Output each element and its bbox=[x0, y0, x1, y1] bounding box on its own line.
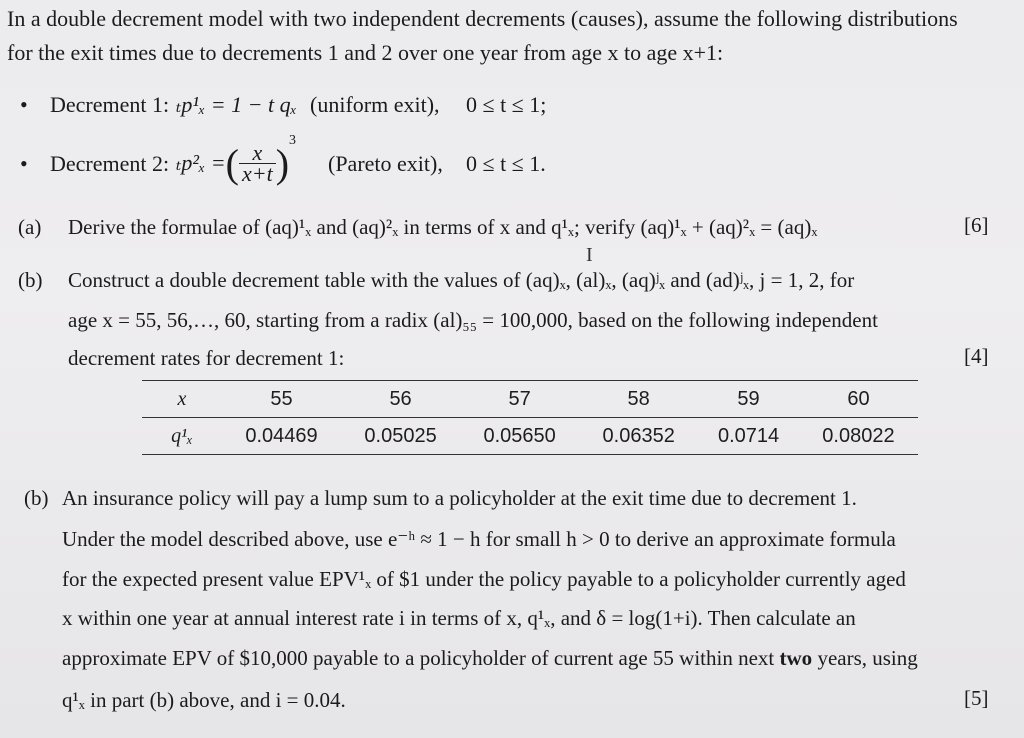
decrement-2-lhs: ₜp²ₓ = bbox=[176, 150, 226, 175]
intro-line-2: for the exit times due to decrements 1 and 2 over one year from age x to age x+1: bbox=[7, 40, 724, 65]
part-b2-marks: [5] bbox=[964, 686, 989, 710]
table-head-x: x bbox=[142, 381, 222, 418]
bullet-1: • bbox=[20, 92, 28, 117]
decrement-rate-table bbox=[142, 380, 918, 455]
part-b2-line-5-post: years, using bbox=[817, 646, 918, 670]
table-rate-cell: 0.05650 bbox=[460, 418, 579, 455]
decrement-1-formula: ₜp¹ₓ = 1 − t qₓ bbox=[176, 92, 297, 117]
table-age-cell: 59 bbox=[698, 381, 799, 418]
table-head-q: q¹ₓ bbox=[142, 418, 222, 455]
table-age-cell: 57 bbox=[460, 381, 579, 418]
decrement-1-note: (uniform exit), bbox=[310, 92, 440, 117]
intro-line-1: In a double decrement model with two independent decrements (causes), assume the following distributions bbox=[7, 6, 958, 31]
decrement-1-label: Decrement 1: bbox=[50, 92, 170, 117]
table-row-rates bbox=[142, 418, 918, 455]
table-rate-cell: 0.04469 bbox=[222, 418, 341, 455]
table-age-cell: 60 bbox=[799, 381, 918, 418]
text-cursor-icon: I bbox=[586, 244, 593, 266]
table-age-cell: 58 bbox=[579, 381, 698, 418]
part-a-text: Derive the formulae of (aq)¹ₓ and (aq)²ₓ in terms of x and q¹ₓ; verify (aq)¹ₓ + (aq)²ₓ = (aq)ₓ bbox=[68, 215, 818, 239]
part-a-label: (a) bbox=[18, 215, 42, 239]
fraction-denominator: x+t bbox=[241, 160, 273, 186]
part-b1-line-3: decrement rates for decrement 1: bbox=[68, 346, 345, 370]
table-age-cell: 56 bbox=[341, 381, 460, 418]
part-b2-line-2: Under the model described above, use e⁻ʰ ≈ 1 − h for small h > 0 to derive an approximate formula bbox=[62, 527, 896, 551]
part-b1-line-1: Construct a double decrement table with the values of (aq)ₓ, (al)ₓ, (aq)ʲₓ and (ad)ʲₓ, j = 1, 2, for bbox=[68, 268, 855, 292]
part-b2-line-4: x within one year at annual interest rate i in terms of x, q¹ₓ, and δ = log(1+i). Then calculate an bbox=[62, 606, 856, 630]
part-b1-marks: [4] bbox=[964, 344, 989, 368]
table-row-ages bbox=[142, 381, 918, 418]
fraction-power: 3 bbox=[289, 133, 297, 148]
table-age-cell: 55 bbox=[222, 381, 341, 418]
table-rate-cell: 0.08022 bbox=[799, 418, 918, 455]
table-rate-cell: 0.05025 bbox=[341, 418, 460, 455]
part-b2-line-5-pre: approximate EPV of $10,000 payable to a policyholder of current age 55 within next bbox=[62, 646, 775, 670]
table-rate-cell: 0.06352 bbox=[579, 418, 698, 455]
decrement-2-formula: ₜp²ₓ = ( $\frac{x}{x+t}$ ) $^3$ bbox=[176, 133, 297, 186]
part-b2-line-5-bold: two bbox=[779, 646, 813, 670]
part-a-marks: [6] bbox=[964, 213, 989, 237]
decrement-2-fraction bbox=[239, 139, 276, 186]
part-b1-label: (b) bbox=[18, 268, 43, 292]
decrement-2-note: (Pareto exit), bbox=[328, 151, 443, 176]
bullet-2: • bbox=[20, 151, 28, 176]
decrement-2-label: Decrement 2: bbox=[50, 151, 170, 176]
decrement-1-range: 0 ≤ t ≤ 1; bbox=[466, 92, 547, 117]
fraction-numerator: x bbox=[239, 143, 276, 164]
part-b2-line-5 bbox=[62, 646, 918, 671]
part-b2-line-6: q¹ₓ in part (b) above, and i = 0.04. bbox=[62, 688, 346, 712]
part-b1-line-2: age x = 55, 56,…, 60, starting from a radix (al)₅₅ = 100,000, based on the following independent bbox=[68, 308, 878, 332]
decrement-2-range: 0 ≤ t ≤ 1. bbox=[466, 151, 546, 176]
part-b2-line-3: for the expected present value EPV¹ₓ of $1 under the policy payable to a policyholder currently aged bbox=[62, 567, 906, 591]
part-b2-label: (b) bbox=[24, 486, 49, 510]
part-b2-line-1: An insurance policy will pay a lump sum to a policyholder at the exit time due to decrement 1. bbox=[62, 486, 857, 510]
table-rate-cell: 0.0714 bbox=[698, 418, 799, 455]
